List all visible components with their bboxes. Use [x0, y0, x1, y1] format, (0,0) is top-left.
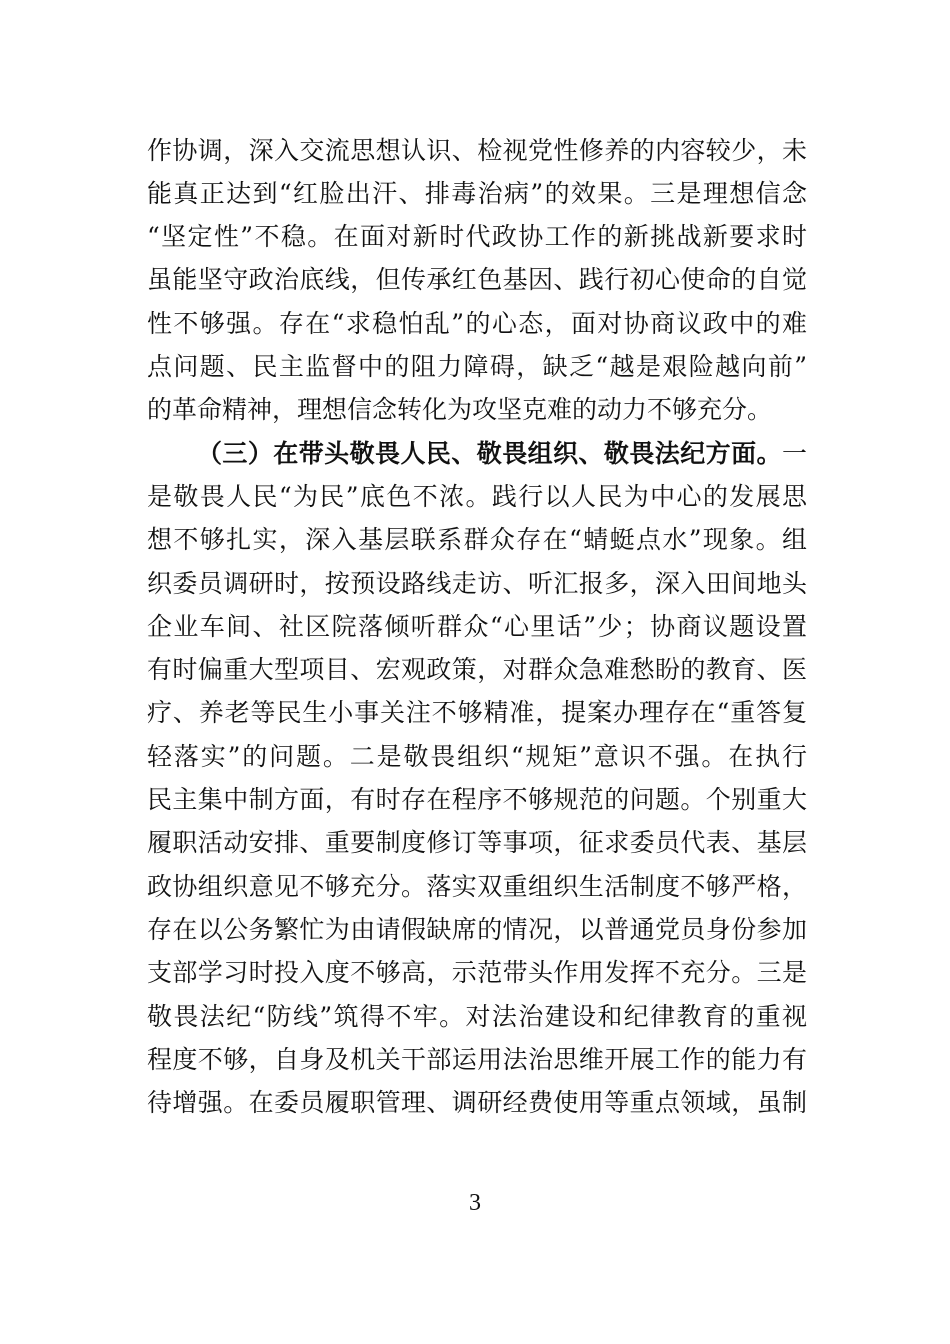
body-text-line: 想不够扎实，深入基层联系群众存在“蜻蜓点水”现象。组	[147, 525, 807, 554]
section-heading-line	[197, 439, 807, 469]
body-text-line: 履职活动安排、重要制度修订等事项，征求委员代表、基层	[147, 828, 807, 857]
body-text-line: 的革命精神，理想信念转化为攻坚克难的动力不够充分。	[147, 395, 773, 424]
page-number: 3	[469, 1190, 481, 1216]
body-text-line: 性不够强。存在“求稳怕乱”的心态，面对协商议政中的难	[147, 309, 807, 338]
body-text-line: 能真正达到“红脸出汗、排毒治病”的效果。三是理想信念	[147, 179, 807, 208]
body-text-line: 敬畏法纪“防线”筑得不牢。对法治建设和纪律教育的重视	[147, 1002, 807, 1031]
body-text-line: 织委员调研时，按预设路线走访、听汇报多，深入田间地头	[147, 569, 807, 598]
body-text-line: 点问题、民主监督中的阻力障碍，缺乏“越是艰险越向前”	[147, 352, 807, 381]
body-text-line: 作协调，深入交流思想认识、检视党性修养的内容较少，未	[147, 136, 807, 165]
body-text-line: 轻落实”的问题。二是敬畏组织“规矩”意识不强。在执行	[147, 742, 807, 771]
body-text-line: 支部学习时投入度不够高，示范带头作用发挥不充分。三是	[147, 958, 807, 987]
section-heading: （三）在带头敬畏人民、敬畏组织、敬畏法纪方面。	[197, 439, 782, 468]
body-text-line: 程度不够，自身及机关干部运用法治思维开展工作的能力有	[147, 1045, 807, 1074]
body-text-line: 企业车间、社区院落倾听群众“心里话”少；协商议题设置	[147, 612, 807, 641]
body-text-line: “坚定性”不稳。在面对新时代政协工作的新挑战新要求时	[147, 222, 807, 251]
body-text-line: 有时偏重大型项目、宏观政策，对群众急难愁盼的教育、医	[147, 655, 807, 684]
body-text-line: 虽能坚守政治底线，但传承红色基因、践行初心使命的自觉	[147, 265, 807, 294]
body-text-line: 待增强。在委员履职管理、调研经费使用等重点领域，虽制	[147, 1088, 807, 1117]
body-text-line: 存在以公务繁忙为由请假缺席的情况，以普通党员身份参加	[147, 915, 807, 944]
body-text-line: 民主集中制方面，有时存在程序不够规范的问题。个别重大	[147, 785, 807, 814]
body-text-line: 是敬畏人民“为民”底色不浓。践行以人民为中心的发展思	[147, 482, 807, 511]
body-text-line: 政协组织意见不够充分。落实双重组织生活制度不够严格，	[147, 872, 807, 901]
section-heading-tail: 一	[781, 439, 807, 468]
body-text-line: 疗、养老等民生小事关注不够精准，提案办理存在“重答复	[147, 698, 807, 727]
